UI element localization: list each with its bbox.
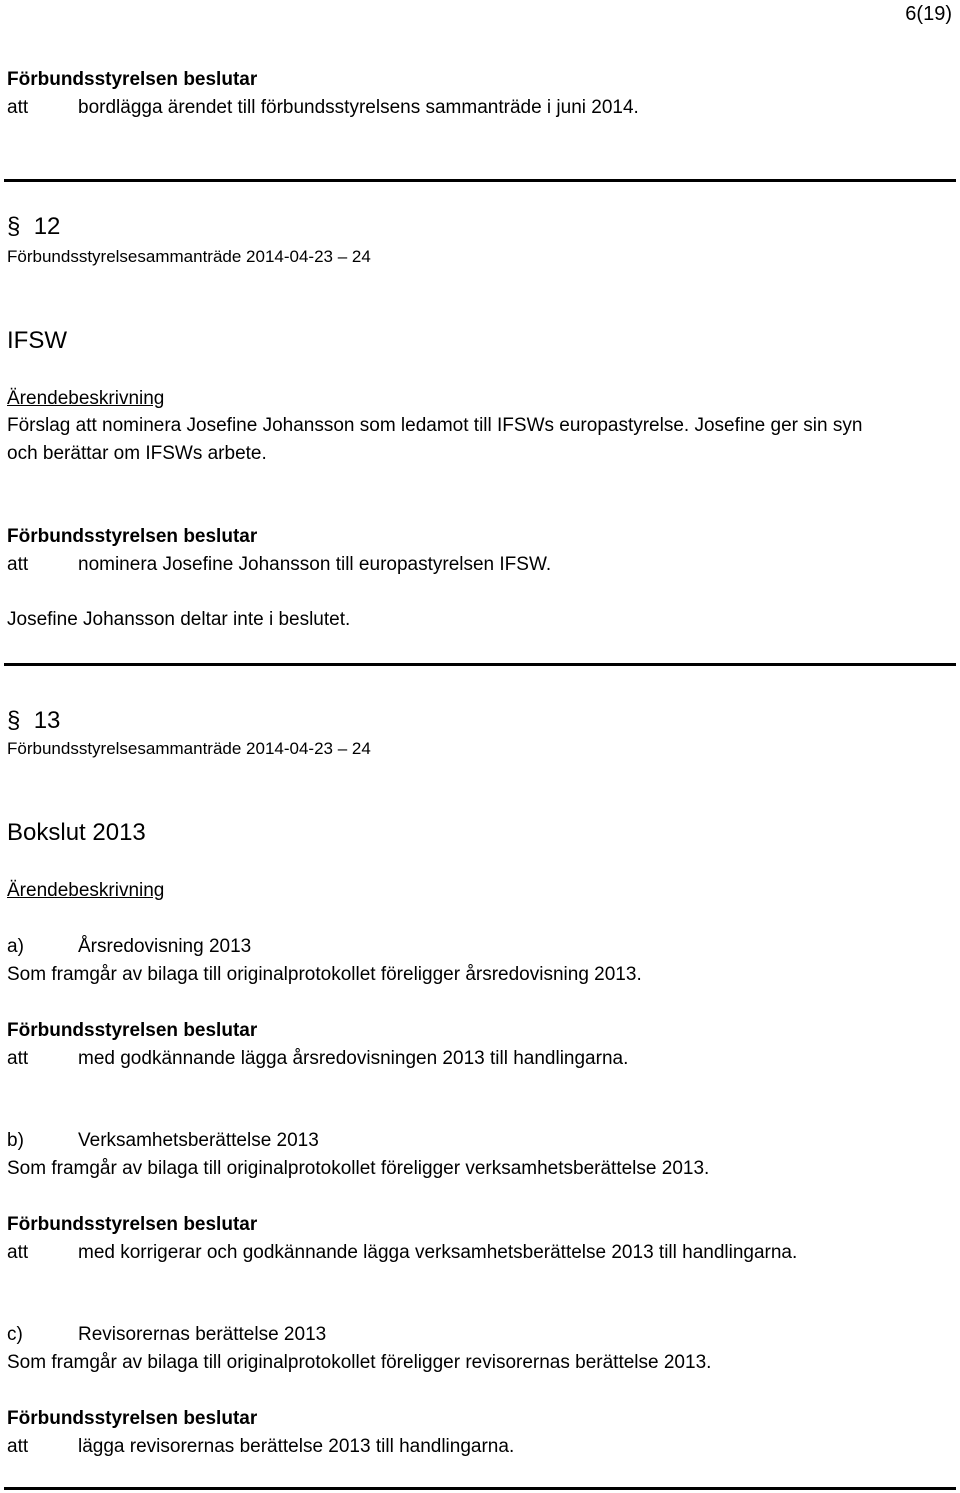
section-divider	[4, 179, 956, 182]
decision-text: nominera Josefine Johansson till europastyrelsen IFSW.	[78, 554, 552, 575]
subitem-text: Som framgår av bilaga till originalprotokollet föreligger revisorernas berättelse 2013.	[7, 1352, 712, 1373]
subitem-title	[7, 1129, 319, 1153]
section-title: Bokslut 2013	[7, 819, 146, 846]
subitem-letter: c)	[7, 1324, 23, 1345]
description-heading: Ärendebeskrivning	[7, 388, 165, 409]
note-text: Josefine Johansson deltar inte i beslutet.	[7, 609, 351, 630]
section-title: IFSW	[7, 327, 67, 354]
decision-heading: Förbundsstyrelsen beslutar	[7, 1214, 258, 1235]
section-number	[7, 212, 60, 242]
section-num: 12	[33, 213, 61, 240]
subitem-title	[7, 935, 251, 959]
decision-text: lägga revisorernas berättelse 2013 till handlingarna.	[78, 1436, 515, 1457]
decision-line	[7, 1241, 797, 1265]
decision-heading: Förbundsstyrelsen beslutar	[7, 1020, 258, 1041]
att-label: att	[7, 1436, 29, 1457]
subitem-text: Som framgår av bilaga till originalprotokollet föreligger årsredovisning 2013.	[7, 964, 642, 985]
section-number	[7, 706, 60, 736]
decision-text: med korrigerar och godkännande lägga verksamhetsberättelse 2013 till handlingarna.	[78, 1242, 798, 1263]
subitem-letter: b)	[7, 1130, 24, 1151]
att-label: att	[7, 97, 29, 118]
subitem-letter: a)	[7, 936, 24, 957]
subitem-text: Som framgår av bilaga till originalprotokollet föreligger verksamhetsberättelse 2013.	[7, 1158, 710, 1179]
section-sign: §	[7, 707, 21, 734]
decision-line	[7, 96, 639, 120]
subitem-name: Årsredovisning 2013	[78, 936, 252, 957]
description-text: Förslag att nominera Josefine Johansson som ledamot till IFSWs europastyrelse. Josefine ger sin syn	[7, 415, 863, 436]
decision-line	[7, 1435, 514, 1459]
subitem-name: Verksamhetsberättelse 2013	[78, 1130, 319, 1151]
decision-heading: Förbundsstyrelsen beslutar	[7, 526, 258, 547]
section-divider	[4, 663, 956, 666]
decision-line	[7, 553, 551, 577]
subitem-name: Revisorernas berättelse 2013	[78, 1324, 327, 1345]
subitem-title	[7, 1323, 326, 1347]
meeting-line: Förbundsstyrelsesammanträde 2014-04-23 – 24	[7, 247, 371, 266]
att-label: att	[7, 1242, 29, 1263]
description-text-2: och berättar om IFSWs arbete.	[7, 443, 267, 464]
decision-heading: Förbundsstyrelsen beslutar	[7, 69, 258, 90]
meeting-line: Förbundsstyrelsesammanträde 2014-04-23 – 24	[7, 739, 371, 758]
att-label: att	[7, 1048, 29, 1069]
decision-line	[7, 1047, 628, 1071]
description-heading: Ärendebeskrivning	[7, 880, 165, 901]
att-label: att	[7, 554, 29, 575]
decision-text: bordlägga ärendet till förbundsstyrelsens sammanträde i juni 2014.	[78, 97, 639, 118]
decision-text: med godkännande lägga årsredovisningen 2013 till handlingarna.	[78, 1048, 629, 1069]
section-num: 13	[33, 707, 61, 734]
section-divider	[4, 1487, 956, 1490]
section-sign: §	[7, 213, 21, 240]
page-number: 6(19)	[905, 3, 952, 25]
decision-heading: Förbundsstyrelsen beslutar	[7, 1408, 258, 1429]
